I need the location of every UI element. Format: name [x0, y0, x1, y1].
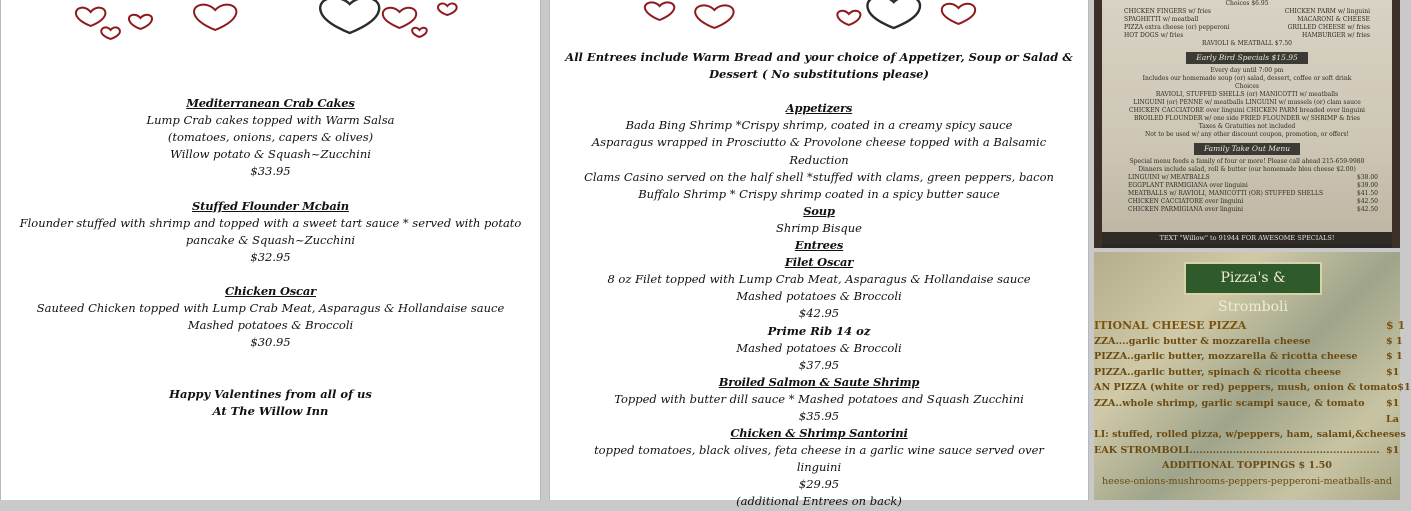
pizza-stromboli-banner: Pizza's & Stromboli: [1184, 262, 1322, 295]
hearts-decoration: [550, 0, 1088, 40]
kids-menu-row: [1102, 0, 1392, 8]
kids-menu-item: CHICKEN FINGERS w/ fries: [1124, 8, 1211, 15]
menu-line: Sauteed Chicken topped with Lump Crab Meat, Asparagus & Hollandaise sauce: [36, 301, 505, 316]
menu-line: (tomatoes, onions, capers & olives): [167, 130, 374, 145]
take-out-item-price: $41.50: [1357, 190, 1378, 197]
pizza-name: PIZZA..garlic butter, mozzarella & ricotta cheese: [1094, 351, 1358, 363]
text-specials-bar: TEXT "Willow" to 91944 FOR AWESOME SPECIALS!: [1102, 232, 1392, 244]
early-bird-line: Choices: [1235, 83, 1259, 90]
pizza-price: $1: [1386, 397, 1400, 409]
early-bird-line: BROILED FLOUNDER w/ one side FRIED FLOUNDER w/ SHRIMP & fries: [1134, 115, 1360, 122]
pizza-price: $1: [1386, 444, 1400, 456]
menu-page-middle: [549, 0, 1089, 509]
menu-line: At The Willow Inn: [212, 403, 329, 418]
pizza-name: ZZA..whole shrimp, garlic scampi sauce, & tomato: [1094, 397, 1365, 409]
kids-menu-item: HOT DOGS w/ fries: [1124, 32, 1184, 39]
spacer: [1, 369, 540, 386]
menu-page-left: [0, 0, 541, 500]
early-bird-line: LINGUINI (or) PENNE w/ meatballs LINGUINI w/ mussels (or) clam sauce: [1133, 99, 1361, 106]
menu-line: All Entrees include Warm Bread and your choice of Appetizer, Soup or Salad &: [565, 50, 1073, 64]
pizza-list: [1094, 318, 1411, 490]
menu-heading: Filet Oscar: [784, 255, 854, 270]
menu-line: Lump Crab cakes topped with Warm Salsa: [146, 113, 395, 128]
take-out-item: [1102, 206, 1392, 214]
spacer: [550, 83, 1088, 100]
kids-menu-rows: [1102, 0, 1392, 48]
pizza-price: $1: [1386, 366, 1400, 378]
kids-menu-item: Choices $6.95: [1225, 0, 1269, 7]
menu-text-middle: [550, 49, 1088, 511]
take-out-items: [1102, 174, 1392, 214]
menu-heading: Stuffed Flounder Mcbain: [192, 198, 349, 213]
pizza-row: [1094, 380, 1411, 396]
take-out-intro: [1102, 158, 1392, 174]
printed-menu-card: [1102, 0, 1392, 244]
pizza-price: La: [1386, 413, 1399, 425]
take-out-item-name: EGGPLANT PARMIGIANA over linguini: [1128, 182, 1248, 189]
take-out-item-name: LINGUINI w/ MEATBALLS: [1128, 174, 1210, 181]
early-bird-line: RAVIOLI, STUFFED SHELLS (or) MANICOTTI w/ meatballs: [1155, 91, 1339, 98]
spacer: [1, 180, 540, 197]
pizza-name: EAK STROMBOLI.........................................................: [1094, 444, 1380, 456]
early-bird-banner: Early Bird Specials $15.95: [1186, 52, 1308, 64]
menu-line: $29.95: [798, 477, 840, 492]
pizza-row: [1094, 427, 1406, 443]
menu-photo-bottom: [1094, 252, 1411, 500]
pizza-name: PIZZA..garlic butter, spinach & ricotta cheese: [1094, 366, 1341, 378]
hearts-decoration: [1, 0, 540, 40]
take-out-item: [1102, 174, 1392, 182]
menu-line: Mashed potatoes & Broccoli: [736, 340, 902, 355]
menu-line: $32.95: [250, 249, 291, 264]
pizza-row: [1094, 396, 1400, 412]
pizza-name: ITIONAL CHEESE PIZZA: [1094, 319, 1247, 332]
menu-line: Prime Rib 14 oz: [767, 323, 871, 338]
kids-menu-item: HAMBURGER w/ fries: [1302, 32, 1370, 39]
menu-line: Topped with butter dill sauce * Mashed potatoes and Squash Zucchini: [614, 391, 1024, 406]
menu-line: Flounder stuffed with shrimp and topped with a sweet tart sauce * served with potato: [19, 215, 522, 230]
menu-line: $33.95: [250, 164, 291, 179]
kids-menu-item: CHICKEN PARM w/ linguini: [1284, 8, 1370, 15]
kids-menu-item: PIZZA extra cheese (or) pepperoni: [1124, 24, 1230, 31]
pizza-price: $ 1: [1386, 335, 1403, 347]
kids-menu-row: [1102, 24, 1392, 32]
kids-menu-item: RAVIOLI & MEATBALL $7.50: [1201, 40, 1292, 47]
early-bird-line: Includes our homemade soup (or) salad, dessert, coffee or soft drink: [1142, 75, 1352, 82]
frame-edge: [1094, 0, 1102, 248]
menu-line: Buffalo Shrimp * Crispy shrimp coated in a spicy butter sauce: [638, 186, 1000, 201]
take-out-item-price: $38.00: [1357, 174, 1378, 181]
kids-menu-row: [1102, 40, 1392, 48]
menu-line: Happy Valentines from all of us: [169, 386, 372, 401]
menu-line: $35.95: [798, 408, 840, 423]
pizza-row: [1094, 334, 1403, 350]
menu-line: (additional Entrees on back): [736, 494, 902, 509]
menu-line: Mashed potatoes & Broccoli: [736, 289, 902, 304]
menu-heading: Chicken & Shrimp Santorini: [730, 426, 908, 441]
take-out-intro-line: Dinners include salad, roll & butter (our homemade bleu cheese $2.00): [1138, 166, 1356, 173]
menu-line: Mashed potatoes & Broccoli: [187, 318, 354, 333]
menu-heading: Chicken Oscar: [225, 284, 316, 299]
menu-text-left: [1, 95, 540, 420]
pizza-price: $ 1: [1386, 351, 1403, 363]
menu-heading: Broiled Salmon & Saute Shrimp: [718, 374, 920, 389]
menu-line: linguini: [796, 460, 842, 475]
pizza-row: [1094, 349, 1403, 365]
take-out-item-price: $42.50: [1357, 206, 1378, 213]
kids-menu-item: MACARONI & CHEESE: [1297, 16, 1370, 23]
early-bird-line: Taxes & Gratuities not included: [1198, 123, 1296, 130]
take-out-item-name: CHICKEN CACCIATORE over linguini: [1128, 198, 1244, 205]
kids-menu-row: [1102, 8, 1392, 16]
pizza-name: LI: stuffed, rolled pizza, w/peppers, ham, salami,&cheeses: [1094, 429, 1406, 441]
menu-line: topped tomatoes, black olives, feta cheese in a garlic wine sauce served over: [594, 443, 1044, 458]
kids-menu-item: SPAGHETTI w/ meatball: [1124, 16, 1199, 23]
pizza-name: AN PIZZA (white or red) peppers, mush, onion & tomato: [1094, 382, 1398, 394]
pizza-price: $1: [1397, 382, 1411, 394]
toppings-title: ADDITIONAL TOPPINGS $ 1.50: [1162, 460, 1332, 472]
menu-line: Bada Bing Shrimp *Crispy shrimp, coated in a creamy spicy sauce: [625, 118, 1013, 133]
take-out-banner: Family Take Out Menu: [1194, 143, 1300, 155]
take-out-item-name: MEATBALLS w/ RAVIOLI, MANICOTTI (OR) STUFFED SHELLS: [1128, 190, 1324, 197]
early-bird-line: Not to be used w/ any other discount coupon, promotion, or offers!: [1145, 131, 1349, 138]
menu-line: Willow potato & Squash~Zucchini: [170, 147, 371, 162]
pizza-row: [1094, 412, 1400, 428]
frame-edge: [1392, 0, 1400, 248]
take-out-item-price: $42.50: [1357, 198, 1378, 205]
menu-heading: Soup: [803, 203, 835, 218]
menu-heading: Mediterranean Crab Cakes: [186, 96, 355, 110]
kids-menu-item: GRILLED CHEESE w/ fries: [1287, 24, 1370, 31]
menu-line: 8 oz Filet topped with Lump Crab Meat, Asparagus & Hollandaise sauce: [607, 272, 1031, 287]
menu-line: $37.95: [798, 357, 840, 372]
toppings-list: heese-onions-mushrooms-peppers-pepperoni-meatballs-and: [1101, 475, 1392, 487]
menu-line: Dessert ( No substitutions please): [709, 67, 929, 82]
menu-heading: Entrees: [794, 238, 844, 253]
take-out-intro-line: Special menu feeds a family of four or more! Please call ahead 215-659-9980: [1129, 158, 1365, 165]
kids-menu-row: [1102, 16, 1392, 24]
pizza-row: [1094, 365, 1400, 381]
pizza-row: [1094, 443, 1400, 459]
menu-line: Reduction: [789, 152, 849, 167]
menu-heading: Appetizers: [785, 101, 853, 116]
menu-line: $42.95: [798, 306, 840, 321]
take-out-item: [1102, 190, 1392, 198]
early-bird-line: CHICKEN CACCIATORE over linguini CHICKEN PARM breaded over linguini: [1129, 107, 1365, 114]
kids-menu-row: [1102, 32, 1392, 40]
take-out-item-name: CHICKEN PARMIGIANA over linguini: [1128, 206, 1244, 213]
menu-line: Shrimp Bisque: [776, 220, 862, 235]
menu-line: $30.95: [250, 335, 291, 350]
take-out-item: [1102, 182, 1392, 190]
take-out-item-price: $39.00: [1357, 182, 1378, 189]
pizza-price: $ 1: [1386, 319, 1406, 332]
menu-photo-top: [1094, 0, 1400, 248]
pizza-row: [1094, 318, 1406, 334]
spacer: [1, 266, 540, 283]
menu-line: Clams Casino served on the half shell *stuffed with clams, green peppers, bacon: [584, 169, 1054, 184]
take-out-item: [1102, 198, 1392, 206]
menu-line: Asparagus wrapped in Prosciutto & Provolone cheese topped with a Balsamic: [591, 135, 1047, 150]
pizza-name: ZZA....garlic butter & mozzarella cheese: [1094, 335, 1311, 347]
early-bird-line: Every day until 7:00 pm: [1210, 67, 1284, 74]
spacer: [1, 351, 540, 368]
early-bird-lines: [1102, 67, 1392, 139]
menu-line: pancake & Squash~Zucchini: [185, 232, 356, 247]
